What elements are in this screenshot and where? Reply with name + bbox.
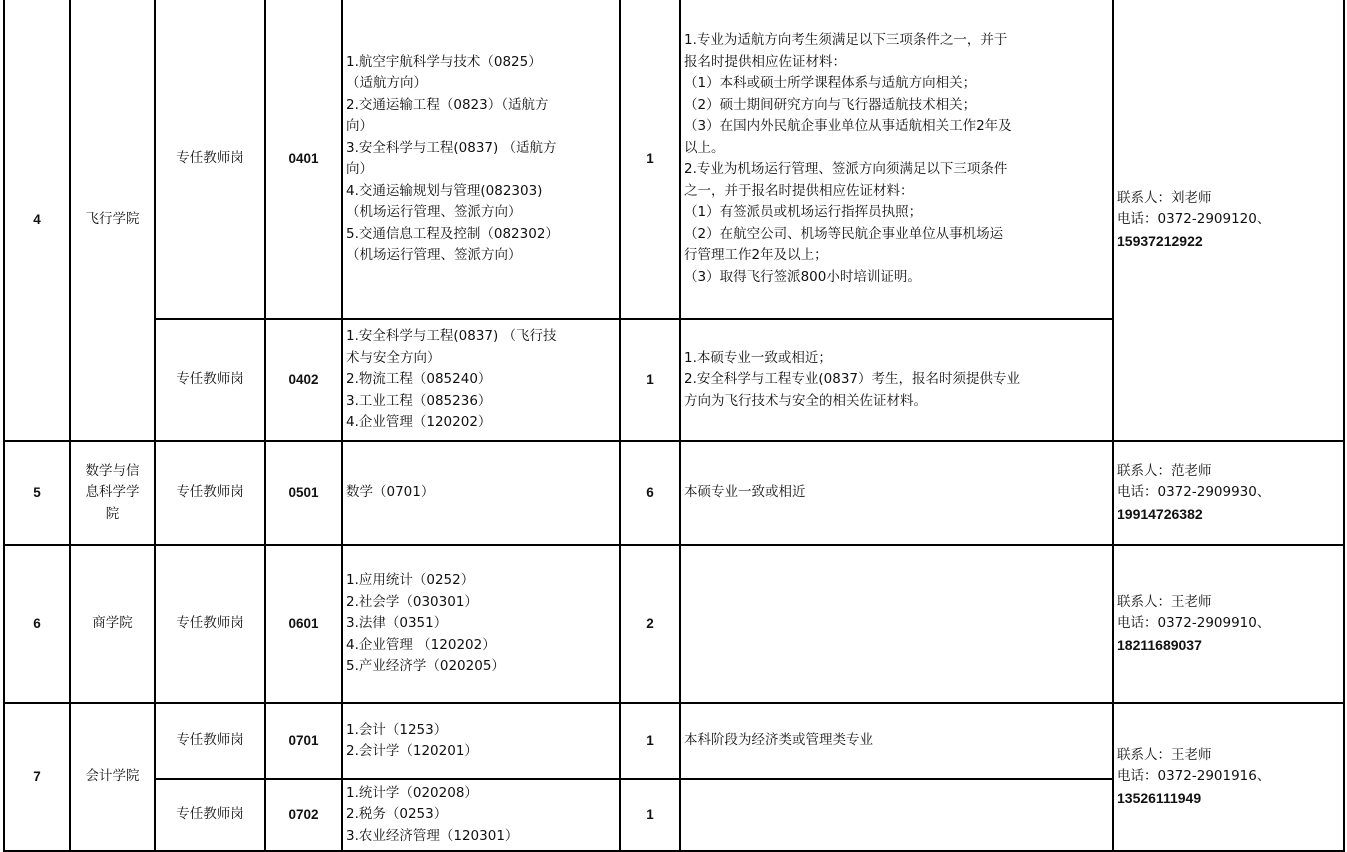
major-line: （机场运行管理、签派方向）	[346, 204, 522, 220]
headcount: 1	[620, 319, 680, 441]
majors-cell	[342, 545, 620, 703]
requirement-line: 2.专业为机场运行管理、签派方向须满足以下三项条件	[684, 161, 1008, 177]
contact-phone: 电话：0372-2901916、	[1117, 768, 1271, 785]
requirement-line: （1）有签派员或机场运行指挥员执照；	[684, 204, 923, 220]
row-number: 4	[4, 0, 70, 441]
requirements-cell	[680, 441, 1113, 545]
major-line: （适航方向）	[346, 75, 427, 91]
major-line: 向）	[346, 161, 373, 177]
requirement-line: 行管理工作2年及以上；	[684, 247, 828, 263]
requirement-line: 以上。	[684, 139, 725, 156]
college-name: 会计学院	[70, 703, 155, 851]
contact-person: 联系人：范老师	[1117, 462, 1212, 479]
major-line: 术与安全方向）	[346, 349, 441, 366]
requirement-line: 1.专业为适航方向考生须满足以下三项条件之一，并于	[684, 32, 1008, 48]
requirements-cell	[680, 0, 1113, 319]
majors-cell	[342, 319, 620, 441]
majors-cell	[342, 0, 620, 319]
recruitment-table	[3, 0, 1345, 852]
contact-mobile: 15937212922	[1117, 232, 1203, 249]
college-name-line: 院	[105, 505, 120, 522]
contact-phone: 电话：0372-2909930、	[1117, 484, 1271, 501]
majors-cell	[342, 779, 620, 851]
contact-cell	[1113, 441, 1344, 545]
college-name: 商学院	[70, 545, 155, 703]
major-line: 2.社会学（030301）	[346, 593, 478, 610]
contact-cell	[1113, 0, 1344, 441]
major-line: 2.会计学（120201）	[346, 743, 478, 759]
college-name-line: 数学与信	[85, 462, 140, 479]
post-code: 0401	[265, 0, 342, 319]
major-line: 3.法律（0351）	[346, 615, 448, 632]
majors-cell	[342, 441, 620, 545]
major-line: 2.物流工程（085240）	[346, 371, 492, 388]
post-name: 专任教师岗	[155, 441, 265, 545]
major-line: 1.航空宇航科学与技术（0825）	[346, 53, 542, 70]
requirement-line: 本硕专业一致或相近	[684, 484, 806, 501]
major-line: 1.统计学（020208）	[346, 784, 478, 801]
post-name: 专任教师岗	[155, 545, 265, 703]
requirement-line: （3）取得飞行签派800小时培训证明。	[684, 268, 921, 285]
contact-mobile: 13526111949	[1117, 789, 1202, 806]
contact-cell	[1113, 545, 1344, 703]
contact-mobile: 18211689037	[1117, 636, 1202, 653]
contact-person: 联系人：刘老师	[1117, 189, 1212, 206]
major-line: 4.企业管理（120202）	[346, 414, 492, 431]
post-name: 专任教师岗	[155, 0, 265, 319]
headcount: 2	[620, 545, 680, 703]
majors-cell	[342, 703, 620, 779]
major-line: 1.应用统计（0252）	[346, 572, 475, 589]
row-number: 5	[4, 441, 70, 545]
major-line: 2.交通运输工程（0823）（适航方	[346, 96, 549, 113]
headcount: 1	[620, 703, 680, 779]
headcount: 6	[620, 441, 680, 545]
requirements-cell	[680, 319, 1113, 441]
requirements-cell	[680, 779, 1113, 851]
requirement-line: （1）本科或硕士所学课程体系与适航方向相关；	[684, 75, 977, 91]
contact-mobile: 19914726382	[1117, 505, 1203, 522]
table-row	[4, 441, 1344, 545]
college-name	[70, 441, 155, 545]
contact-phone: 电话：0372-2909910、	[1117, 615, 1271, 632]
major-line: 数学（0701）	[346, 484, 435, 501]
major-line: （机场运行管理、签派方向）	[346, 247, 522, 263]
requirement-line: （2）在航空公司、机场等民航企事业单位从事机场运	[684, 225, 1004, 242]
table-row	[4, 0, 1344, 319]
requirements-cell	[680, 545, 1113, 703]
major-line: 向）	[346, 118, 373, 134]
major-line: 5.交通信息工程及控制（082302）	[346, 225, 559, 242]
table-row	[4, 545, 1344, 703]
requirement-line: 方向为飞行技术与安全的相关佐证材料。	[684, 392, 927, 409]
college-name: 飞行学院	[70, 0, 155, 441]
post-name: 专任教师岗	[155, 779, 265, 851]
row-number: 6	[4, 545, 70, 703]
post-code: 0701	[265, 703, 342, 779]
headcount: 1	[620, 779, 680, 851]
requirement-line: （2）硕士期间研究方向与飞行器适航技术相关；	[684, 96, 977, 113]
requirement-line: 之一，并于报名时提供相应佐证材料：	[684, 182, 914, 199]
major-line: 3.安全科学与工程(0837) （适航方	[346, 139, 557, 156]
major-line: 1.会计（1253）	[346, 721, 448, 738]
requirement-line: 2.安全科学与工程专业(0837）考生，报名时须提供专业	[684, 371, 1021, 388]
major-line: 2.税务（0253）	[346, 806, 448, 823]
table-row	[4, 703, 1344, 779]
post-code: 0702	[265, 779, 342, 851]
college-name-line: 息科学学	[85, 484, 140, 501]
major-line: 3.农业经济管理（120301）	[346, 827, 519, 844]
post-code: 0501	[265, 441, 342, 545]
row-number: 7	[4, 703, 70, 851]
requirement-line: （3）在国内外民航企事业单位从事适航相关工作2年及	[684, 118, 1012, 134]
post-name: 专任教师岗	[155, 319, 265, 441]
major-line: 4.交通运输规划与管理(082303)	[346, 182, 543, 199]
requirement-line: 报名时提供相应佐证材料：	[684, 53, 846, 70]
contact-cell	[1113, 703, 1344, 851]
major-line: 4.企业管理 （120202）	[346, 636, 496, 653]
requirement-line: 本科阶段为经济类或管理类专业	[684, 732, 873, 749]
contact-person: 联系人：王老师	[1117, 593, 1212, 610]
requirement-line: 1.本硕专业一致或相近；	[684, 349, 832, 366]
contact-phone: 电话：0372-2909120、	[1117, 211, 1271, 228]
post-code: 0402	[265, 319, 342, 441]
headcount: 1	[620, 0, 680, 319]
major-line: 1.安全科学与工程(0837) （飞行技	[346, 328, 557, 345]
major-line: 5.产业经济学（020205）	[346, 658, 505, 675]
major-line: 3.工业工程（085236）	[346, 392, 492, 409]
post-code: 0601	[265, 545, 342, 703]
post-name: 专任教师岗	[155, 703, 265, 779]
requirements-cell	[680, 703, 1113, 779]
contact-person: 联系人：王老师	[1117, 746, 1212, 763]
